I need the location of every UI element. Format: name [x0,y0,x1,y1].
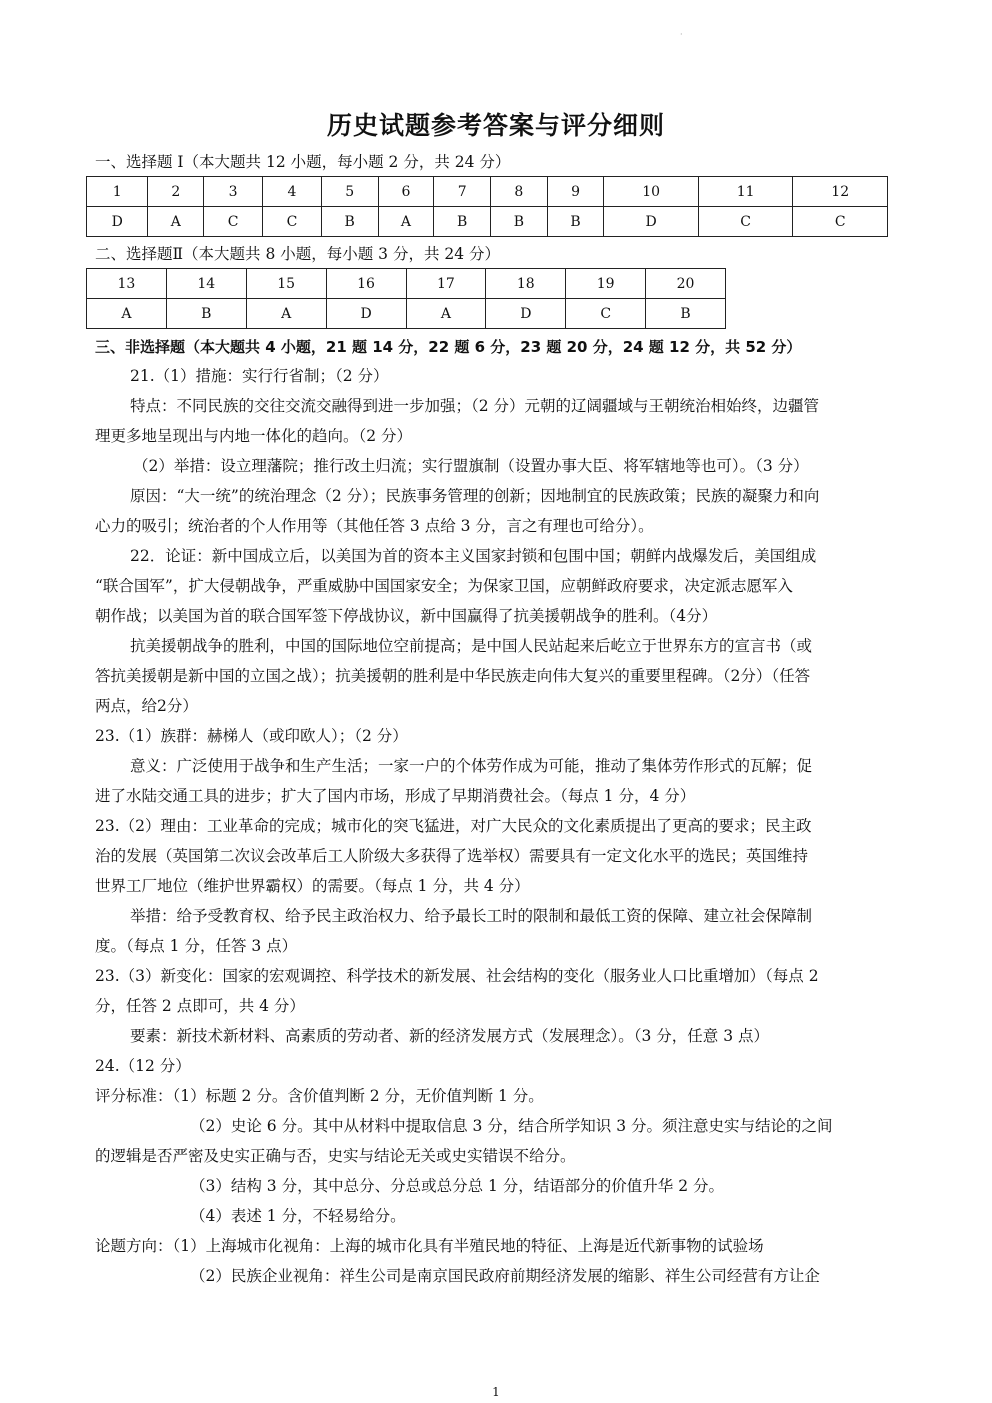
q24-criteria-2: （2）史论 6 分。其中从材料中提取信息 3 分，结合所学知识 3 分。须注意史实与结论的之间 [190,1117,833,1135]
q21-part1: 21.（1）措施：实行行省制；（2 分） [130,367,389,385]
answer-cell: A [406,299,486,329]
page-title: 历史试题参考答案与评分细则 [326,111,665,140]
scan-dot: · [680,30,683,39]
question-number-cell: 16 [326,269,406,299]
question-number-cell: 18 [486,269,566,299]
answer-cell: B [491,207,548,237]
q22-significance: 抗美援朝战争的胜利，中国的国际地位空前提高；是中国人民站起来后屹立于世界东方的宣言书（或 [130,637,813,655]
question-number-cell: 7 [434,177,491,207]
question-number-cell: 6 [378,177,434,207]
q23-part1-meaning-cont: 进了水陆交通工具的进步；扩大了国内市场，形成了早期消费社会。（每点 1 分，4 分） [95,787,696,805]
question-number-row [87,177,888,207]
page-number: 1 [492,1385,500,1399]
answer-cell: A [87,299,167,329]
question-number-cell: 14 [166,269,246,299]
question-number-cell: 3 [204,177,263,207]
answer-cell: A [246,299,326,329]
answer-cell: D [486,299,566,329]
question-number-cell: 13 [87,269,167,299]
q23-part2-measures-cont: 度。（每点 1 分，任答 3 点） [95,937,298,955]
answer-cell: B [166,299,246,329]
answer-row [87,207,888,237]
question-number-cell: 9 [547,177,604,207]
question-number-cell: 2 [148,177,204,207]
answer-cell: B [321,207,378,237]
answer-cell: B [646,299,726,329]
q21-reason-cont: 心力的吸引；统治者的个人作用等（其他任答 3 点给 3 分，言之有理也可给分）。 [95,517,654,535]
question-number-cell: 11 [698,177,792,207]
answer-cell: A [148,207,204,237]
answer-cell: C [204,207,263,237]
answer-row [87,299,726,329]
question-number-cell: 10 [604,177,698,207]
section1-heading: 一、选择题 I（本大题共 12 小题，每小题 2 分，共 24 分） [95,153,511,171]
q23-part1-meaning: 意义：广泛使用于战争和生产生活；一家一户的个体劳作成为可能，推动了集体劳作形式的瓦解；促 [130,757,813,775]
question-number-cell: 8 [491,177,548,207]
q23-part3-cont: 分，任答 2 点即可，共 4 分） [95,997,305,1015]
answer-cell: C [566,299,646,329]
question-number-cell: 20 [646,269,726,299]
q23-part1: 23.（1）族群：赫梯人（或印欧人）；（2 分） [95,727,408,745]
answer-cell: B [547,207,604,237]
answer-cell: D [326,299,406,329]
q24-criteria-4: （4）表述 1 分，不轻易给分。 [190,1207,406,1225]
q21-part2: （2）举措：设立理藩院；推行改土归流；实行盟旗制（设置办事大臣、将军辖地等也可）。（3 分） [133,457,809,475]
q22-significance-cont2: 两点，给2分） [95,697,198,715]
section1-answer-table [86,176,888,237]
section3-heading: 三、非选择题（本大题共 4 小题，21 题 14 分，22 题 6 分，23 题 20 分，24 题 12 分，共 52 分） [95,338,802,356]
q24-criteria-1: 评分标准：（1）标题 2 分。含价值判断 2 分，无价值判断 1 分。 [95,1087,544,1105]
question-number-cell: 17 [406,269,486,299]
q22-significance-cont1: 答抗美援朝是新中国的立国之战）；抗美援朝的胜利是中华民族走向伟大复兴的重要里程碑。（2分）（任答 [95,667,811,685]
section2-answer-table [86,268,726,329]
q21-feature-cont: 理更多地呈现出与内地一体化的趋向。（2 分） [95,427,413,445]
answer-cell: C [793,207,888,237]
answer-cell: A [378,207,434,237]
q22-argument-cont1: “联合国军”，扩大侵朝战争，严重威胁中国国家安全；为保家卫国，应朝鲜政府要求，决定派志愿军入 [95,577,793,595]
q23-part2-cont1: 治的发展（英国第二次议会改革后工人阶级大多获得了选举权）需要具有一定文化水平的选民；英国维持 [95,847,809,865]
answer-cell: D [604,207,698,237]
q24-direction-1: 论题方向：（1）上海城市化视角：上海的城市化具有半殖民地的特征、上海是近代新事物的试验场 [95,1237,764,1255]
q24-criteria-3: （3）结构 3 分，其中总分、分总或总分总 1 分，结语部分的价值升华 2 分。 [190,1177,725,1195]
question-number-row [87,269,726,299]
q21-reason: 原因：“大一统”的统治理念（2 分）；民族事务管理的创新；因地制宜的民族政策；民族的凝聚力和向 [130,487,820,505]
q23-part2: 23.（2）理由：工业革命的完成；城市化的突飞猛进，对广大民众的文化素质提出了更高的要求；民主政 [95,817,812,835]
question-number-cell: 4 [263,177,322,207]
question-number-cell: 1 [87,177,148,207]
question-number-cell: 19 [566,269,646,299]
q24-criteria-2-cont: 的逻辑是否严密及史实正确与否，史实与结论无关或史实错误不给分。 [95,1147,576,1165]
q23-part2-measures: 举措：给予受教育权、给予民主政治权力、给予最长工时的限制和最低工资的保障、建立社会保障制 [130,907,813,925]
answer-cell: B [434,207,491,237]
answer-cell: C [698,207,792,237]
q21-feature: 特点：不同民族的交往交流交融得到进一步加强；（2 分）元朝的辽阔疆域与王朝统治相始终，边疆管 [130,397,820,415]
q23-part3-elements: 要素：新技术新材料、高素质的劳动者、新的经济发展方式（发展理念）。（3 分，任意 3 点） [130,1027,770,1045]
q24-heading: 24.（12 分） [95,1057,191,1075]
answer-cell: D [87,207,148,237]
q24-direction-2: （2）民族企业视角：祥生公司是南京国民政府前期经济发展的缩影、祥生公司经营有方让企 [190,1267,820,1285]
question-number-cell: 12 [793,177,888,207]
question-number-cell: 5 [321,177,378,207]
question-number-cell: 15 [246,269,326,299]
q23-part2-cont2: 世界工厂地位（维护世界霸权）的需要。（每点 1 分，共 4 分） [95,877,530,895]
section2-heading: 二、选择题Ⅱ（本大题共 8 小题，每小题 3 分，共 24 分） [95,245,501,263]
answer-cell: C [263,207,322,237]
q22-argument: 22．论证：新中国成立后，以美国为首的资本主义国家封锁和包围中国；朝鲜内战爆发后，美国组成 [130,547,817,565]
q23-part3: 23.（3）新变化：国家的宏观调控、科学技术的新发展、社会结构的变化（服务业人口比重增加）（每点 2 [95,967,819,985]
q22-argument-cont2: 朝作战；以美国为首的联合国军签下停战协议，新中国赢得了抗美援朝战争的胜利。（4分） [95,607,718,625]
